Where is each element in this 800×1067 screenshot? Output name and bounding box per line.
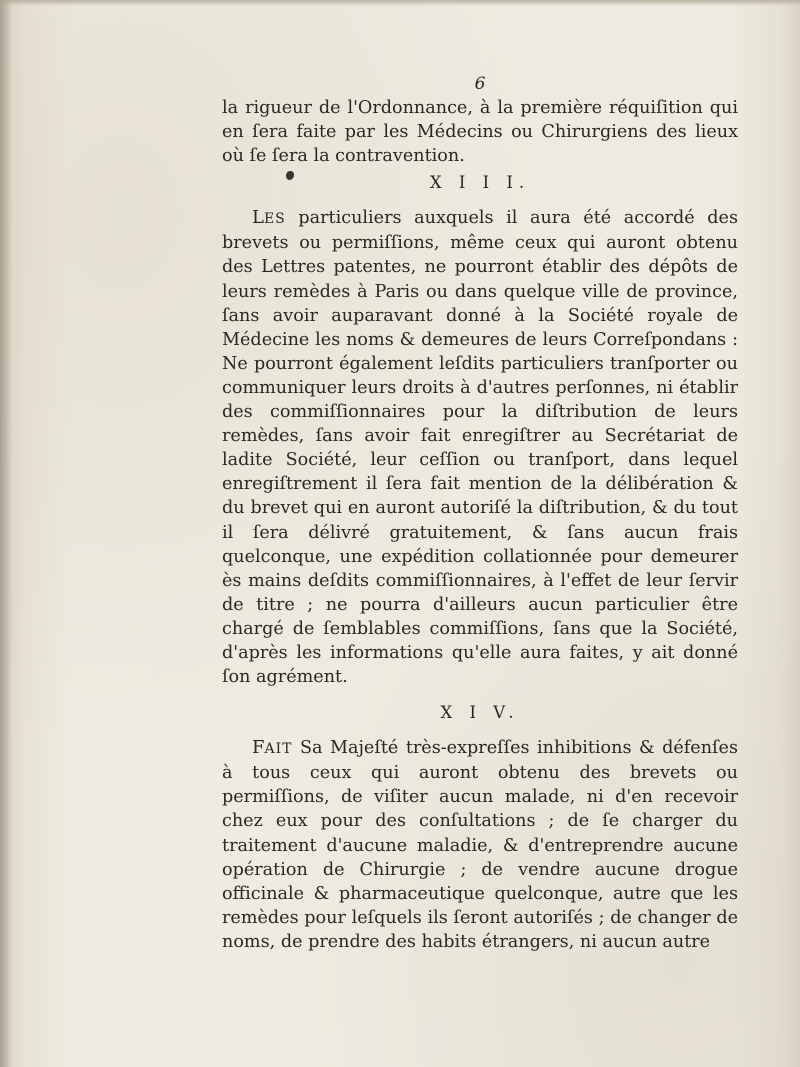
section-heading-13: X I I I. (429, 173, 531, 193)
section-heading-14: X I V. (440, 703, 520, 723)
section-14-initial: F (252, 737, 265, 759)
section-14-body: Sa Majeſté très-expreſſes inhibitions & défenſes à tous ceux qui auront obtenu des brevets ou permiſſions, de viſiter aucun malade, ni d'en recevoir chez eux pour des conſultations ; de ſe charger du traitement d'aucune maladie, & d'entreprendre aucune opération de Chirurgie ; de vendre aucune drogue officinale & pharmaceutique quelconque, autre que les remèdes pour leſquels ils ſeront autoriſés ; de changer de noms, de prendre des habits étrangers, ni aucun autre (222, 738, 738, 952)
section-13-small-caps: ES (263, 211, 286, 228)
section-13-paragraph (222, 206, 738, 689)
intro-paragraph: la rigueur de l'Ordonnance, à la première réquiſition qui en ſera faite par les Médecins ou Chirurgiens des lieux où ſe ſera la contravention. (222, 98, 738, 167)
section-13-lead-word (252, 208, 286, 228)
page-edge-shadow-top (0, 0, 800, 6)
section-14-small-caps: AIT (264, 741, 293, 758)
section-14-lead-word (252, 738, 292, 758)
page-text (222, 72, 738, 954)
page-number: 6 (474, 74, 486, 94)
section-13-body: particuliers auxquels il aura été accordé des brevets ou permiſſions, même ceux qui auront obtenu des Lettres patentes, ne pourront établir des dépôts de leurs remèdes à Paris ou dans quelque ville de province, ſans avoir auparavant donné à la Société royale de Médecine les noms & demeures de leurs Correſpondans : Ne pourront également leſdits particuliers tranſporter ou communiquer leurs droits à d'autres perſonnes, ni établir des commiſſionnaires pour la diſtribution de leurs remèdes, ſans avoir fait enregiſtrer au Secrétariat de ladite Société, leur ceſſion ou tranſport, dans lequel enregiſtrement il ſera fait mention de la délibération & du brevet qui en auront autoriſé la diſtribution, & du tout il ſera délivré gratuitement, & ſans aucun frais quelconque, une expédition collationnée pour demeurer ès mains deſdits commiſſionnaires, à l'effet de leur ſervir de titre ; ne pourra d'ailleurs aucun particulier être chargé de ſemblables commiſſions, ſans que la Société, d'après les informations qu'elle aura faites, y ait donné ſon agrément. (222, 208, 738, 688)
section-13-initial: L (252, 207, 264, 229)
section-14-paragraph (222, 736, 738, 954)
page-edge-shadow-left (0, 0, 12, 1067)
